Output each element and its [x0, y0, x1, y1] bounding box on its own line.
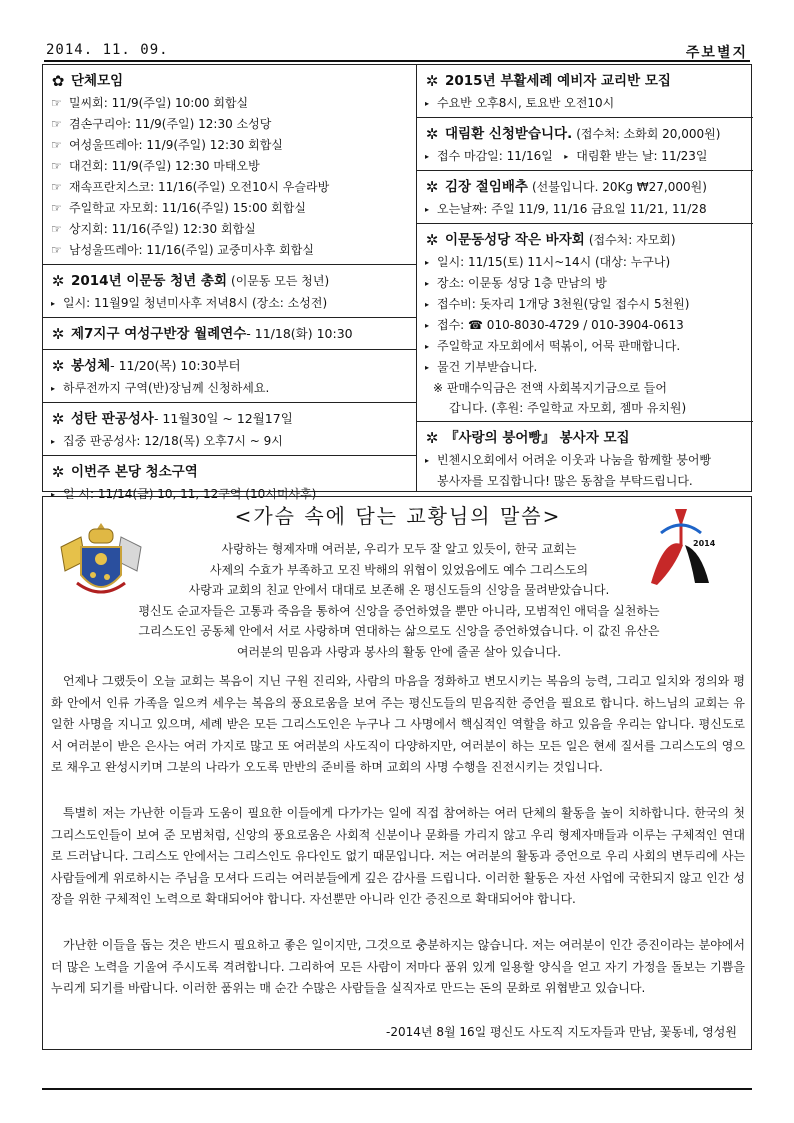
triangle-bullet-icon: ▸ — [425, 456, 430, 465]
group-meetings-title: ✿ 단체모임 — [51, 72, 124, 90]
communion-visit-title: ✲ 봉성체 - 11/20(목) 10:30부터 — [51, 357, 241, 375]
pointing-hand-icon: ☞ — [51, 201, 62, 215]
list-item: ☞ 여성울뜨레아: 11/9(주일) 12:30 회합실 — [51, 135, 411, 156]
triangle-bullet-icon: ▸ — [425, 152, 430, 161]
list-item: ▸ 일시: 11월9일 청년미사후 저녁8시 (장소: 소성전) — [51, 293, 411, 314]
message-source: -2014년 8월 16일 평신도 사도직 지도자들과 만남, 꽃동네, 영성원 — [386, 1025, 737, 1039]
divider — [416, 421, 753, 422]
divider — [43, 317, 416, 318]
star-icon: ✲ — [425, 231, 439, 249]
list-item: ☞ 밀씨회: 11/9(주일) 10:00 회합실 — [51, 93, 411, 114]
star-icon: ✲ — [425, 72, 439, 90]
star-icon: ✲ — [51, 463, 65, 481]
divider — [43, 455, 416, 456]
triangle-bullet-icon: ▸ — [425, 99, 430, 108]
page-header — [44, 42, 750, 62]
list-item: ☞ 재속프란치스코: 11/16(주일) 오전10시 우슬라방 — [51, 177, 411, 198]
pointing-hand-icon: ☞ — [51, 96, 62, 110]
star-icon: ✲ — [425, 125, 439, 143]
list-item: ▸ 집중 판공성사: 12/18(목) 오후7시 ~ 9시 — [51, 431, 411, 452]
pointing-hand-icon: ☞ — [51, 243, 62, 257]
triangle-bullet-icon: ▸ — [425, 363, 430, 372]
star-icon: ✲ — [51, 325, 65, 343]
right-column — [425, 69, 747, 492]
flower-icon: ✿ — [51, 72, 65, 90]
list-item: ☞ 겸손구리아: 11/9(주일) 12:30 소성당 — [51, 114, 411, 135]
pointing-hand-icon: ☞ — [51, 180, 62, 194]
triangle-bullet-icon: ▸ — [425, 258, 430, 267]
list-item: ▸ 오는날짜: 주일 11/9, 11/16 금요일 11/21, 11/28 — [425, 199, 747, 220]
message-title: <가슴 속에 담는 교황님의 말씀> — [234, 504, 562, 528]
kimchi-cabbage-title: ✲ 김장 절임배추 (선불입니다. 20Kg ₩27,000원) — [425, 178, 707, 196]
bungeoppang-volunteer-title: ✲ 『사랑의 붕어빵』 봉사자 모집 — [425, 429, 630, 447]
star-icon: ✲ — [51, 357, 65, 375]
star-icon: ✲ — [425, 429, 439, 447]
list-item: ☞ 상지회: 11/16(주일) 12:30 회합실 — [51, 219, 411, 240]
list-item: ▸ 물건 기부받습니다. — [425, 357, 747, 378]
pointing-hand-icon: ☞ — [51, 222, 62, 236]
triangle-bullet-icon: ▸ — [51, 384, 56, 393]
list-item: ▸ 하루전까지 구역(반)장님께 신청하세요. — [51, 378, 411, 399]
logo-year: 2014 — [693, 539, 716, 548]
advent-wreath-title: ✲ 대림환 신청받습니다. (접수처: 소화회 20,000원) — [425, 125, 721, 143]
left-column — [51, 69, 411, 505]
footer-rule — [42, 1088, 752, 1090]
cleaning-area-title: ✲ 이번주 본당 청소구역 — [51, 463, 198, 481]
message-intro: 사랑하는 형제자매 여러분, 우리가 모두 잘 알고 있듯이, 한국 교회는 사제의 수효가 부족하고 모진 박해의 위협이 있었음에도 예수 그리스도의 사랑과 교회의 친교 안에서 대대로 보존해 온 평신도들의 신앙을 물려받았습니다. 평신도 순교자들은 고통과 죽음을 통하여 신앙을 증언하였을 뿐만 아니라, 모범적인 애덕을 실천하는 그리스도인 공동체 안에서 서로 사랑하며 연대하는 삶으로도 신앙을 증언하였습니다. 이 값진 유산은 여러분의 믿음과 사랑과 봉사의 활동 안에 줄곧 살아 있습니다. — [138, 542, 660, 659]
issue-date: 2014. 11. 09. — [46, 42, 169, 58]
pointing-hand-icon: ☞ — [51, 159, 62, 173]
district-training-title: ✲ 제7지구 여성구반장 월례연수 - 11/18(화) 10:30 — [51, 325, 353, 343]
list-item: ▸ 접수비: 돗자리 1개당 3천원(당일 접수시 5천원) — [425, 294, 747, 315]
list-item: ▸ 접수 마감일: 11/16일 ▸ 대림환 받는 날: 11/23일 — [425, 146, 747, 167]
pointing-hand-icon: ☞ — [51, 117, 62, 131]
notices-box — [42, 64, 752, 501]
list-item: ▸ 주일학교 자모회에서 떡볶이, 어묵 판매합니다. — [425, 336, 747, 357]
triangle-bullet-icon: ▸ — [425, 321, 430, 330]
message-paragraph: 가난한 이들을 돕는 것은 반드시 필요하고 좋은 일이지만, 그것으로 충분하지는 않습니다. 저는 여러분이 인간 증진이라는 분야에서 더 많은 노력을 기울여 주시도록 격려합니다. 그리하여 모든 사람이 저마다 품위 있게 일용할 양식을 얻고 자기 가정을 돌보는 기쁨을 누리게 되기를 바랍니다. 이러한 품위는 매 순간 수많은 사람들을 실직자로 만드는 돈의 문화로 위협받고 있습니다. — [51, 938, 745, 995]
baptism-class-title: ✲ 2015년 부활세례 예비자 교리반 모집 — [425, 72, 671, 90]
list-item: ▸ 일 시: 11/14(금) 10, 11, 12구역 (10시미사후) — [51, 484, 411, 505]
star-icon: ✲ — [51, 410, 65, 428]
message-paragraph: 언제나 그랬듯이 오늘 교회는 복음이 지닌 구원 진리와, 사람의 마음을 정화하고 변모시키는 복음의 능력, 그리고 일치와 정의와 평화 안에서 인류 가족을 일으켜 세우는 복음의 풍요로움을 보여 주는 평신도들의 믿음직한 증언을 필요로 합니다. 하느님의 교회는 유일한 사명을 지니고 있으며, 세례 받은 모든 그리스도인은 누구나 그 사명에서 핵심적인 역할을 하고 있음을 우리는 압니다. 평신도로서 여러분이 받은 은사는 여러 가지로 많고 또 여러분의 사도직이 다양하지만, 여러분이 하는 모든 일은 현세 질서를 그리스도의 영으로 채우고 완성시키며 그분의 나라가 오도록 만반의 준비를 하며 교회의 사명 수행을 진전시키는 것입니다. — [51, 674, 745, 774]
list-item: ▸ 접수: ☎ 010-8030-4729 / 010-3904-0613 — [425, 315, 747, 336]
triangle-bullet-icon: ▸ — [564, 152, 569, 161]
pope-message-box — [42, 496, 752, 1050]
bazaar-title: ✲ 이문동성당 작은 바자회 (접수처: 자모회) — [425, 231, 676, 249]
bazaar-note: ※ 판매수익금은 전액 사회복지기금으로 들어 — [433, 381, 667, 395]
divider — [43, 264, 416, 265]
list-item: ▸ 빈첸시오회에서 어려운 이웃과 나눔을 함께할 붕어빵 — [425, 450, 747, 471]
divider — [416, 223, 753, 224]
star-icon: ✲ — [425, 178, 439, 196]
list-item: ▸ 일시: 11/15(토) 11시~14시 (대상: 누구나) — [425, 252, 747, 273]
triangle-bullet-icon: ▸ — [51, 437, 56, 446]
triangle-bullet-icon: ▸ — [425, 342, 430, 351]
triangle-bullet-icon: ▸ — [425, 279, 430, 288]
divider — [416, 170, 753, 171]
triangle-bullet-icon: ▸ — [425, 205, 430, 214]
list-item: ☞ 대건회: 11/9(주일) 12:30 마태오방 — [51, 156, 411, 177]
triangle-bullet-icon: ▸ — [51, 490, 56, 499]
pointing-hand-icon: ☞ — [51, 138, 62, 152]
bazaar-note-continued: 갑니다. (후원: 주일학교 자모회, 젬마 유치원) — [449, 401, 687, 415]
list-item: ☞ 남성울뜨레아: 11/16(주일) 교중미사후 회합실 — [51, 240, 411, 261]
triangle-bullet-icon: ▸ — [51, 299, 56, 308]
star-icon: ✲ — [51, 272, 65, 290]
divider — [43, 349, 416, 350]
list-item: ▸ 장소: 이문동 성당 1층 만남의 방 — [425, 273, 747, 294]
triangle-bullet-icon: ▸ — [425, 300, 430, 309]
list-item-continued: 봉사자를 모집합니다! 많은 동참을 부탁드립니다. — [437, 474, 693, 488]
divider — [416, 117, 753, 118]
confession-title: ✲ 성탄 판공성사 - 11월30일 ~ 12월17일 — [51, 410, 293, 428]
publication-name: 주보별지 — [685, 45, 748, 61]
youth-assembly-title: ✲ 2014년 이문동 청년 총회 (이문동 모든 청년) — [51, 272, 330, 290]
list-item: ▸ 수요반 오후8시, 토요반 오전10시 — [425, 93, 747, 114]
column-divider — [416, 65, 417, 491]
list-item: ☞ 주일학교 자모회: 11/16(주일) 15:00 회합실 — [51, 198, 411, 219]
divider — [43, 402, 416, 403]
message-paragraph: 특별히 저는 가난한 이들과 도움이 필요한 이들에게 다가가는 일에 직접 참여하는 여러 단체의 활동을 높이 치하합니다. 한국의 첫 그리스도인들이 보여 준 모범처럼, 신앙의 풍요로움은 사회적 신분이나 문화를 가리지 않고 우리 형제자매들과 이루는 구체적인 연대로 드러납니다. 그리스도 안에서는 그리스인도 유다인도 없기 때문입니다. 저는 여러분의 활동과 증언으로 우리 사회의 변두리에 사는 사람들에게 위로하시는 주님을 모셔다 드리는 여러분들에게 깊은 감사를 드립니다. 이러한 활동은 자선 사업에 국한되지 않고 인간 성장을 위한 구체적인 노력으로 확대되어야 합니다. 자선뿐만 아니라 인간 증진으로 확대되어야 합니다. — [51, 806, 745, 906]
